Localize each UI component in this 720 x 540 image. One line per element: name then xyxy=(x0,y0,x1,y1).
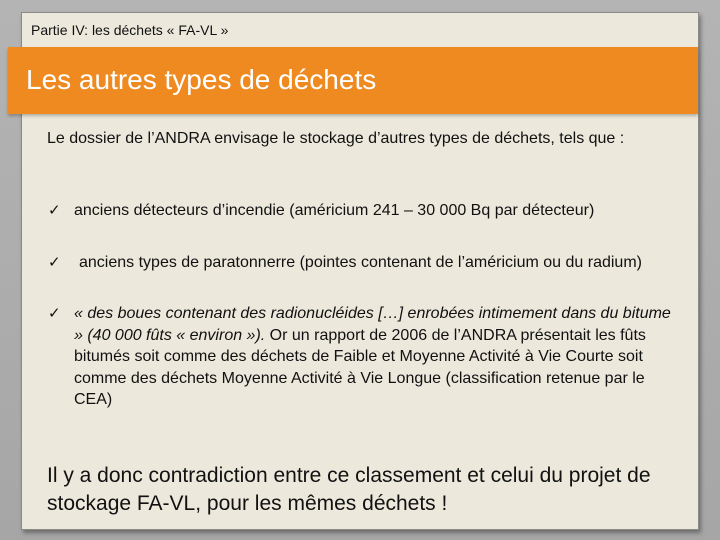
bullet-quote: « des boues contenant des radionucléides […] enrobées intimement dans du bitume » (40 000 fûts « environ »). xyxy=(74,305,671,344)
conclusion-text: Il y a donc contradiction entre ce classement et celui du projet de stockage FA-VL, pour les mêmes déchets ! xyxy=(47,464,651,515)
bullet-item xyxy=(47,200,672,222)
checkmark-icon: ✓ xyxy=(48,305,61,322)
bullet-text: Or un rapport de 2006 de l’ANDRA présentait les fûts bitumés soit comme des déchets de Faible et Moyenne Activité à Vie Courte soit comme des déchets Moyenne Activité à Vie Longue (classification retenue par le CEA) xyxy=(74,326,646,408)
bullet-list xyxy=(47,200,672,411)
checkmark-icon: ✓ xyxy=(48,202,61,219)
bullet-item xyxy=(47,252,672,274)
slide-title: Les autres types de déchets xyxy=(26,64,377,95)
bullet-text: anciens détecteurs d’incendie (américium 241 – 30 000 Bq par détecteur) xyxy=(74,202,595,219)
bullet-text: anciens types de paratonnerre (pointes contenant de l’américium ou du radium) xyxy=(79,253,642,271)
checkmark-icon: ✓ xyxy=(48,253,61,271)
section-label: Partie IV: les déchets « FA-VL » xyxy=(31,22,229,38)
intro-paragraph: Le dossier de l’ANDRA envisage le stockage d’autres types de déchets, tels que : xyxy=(47,130,625,147)
bullet-item xyxy=(47,303,672,411)
